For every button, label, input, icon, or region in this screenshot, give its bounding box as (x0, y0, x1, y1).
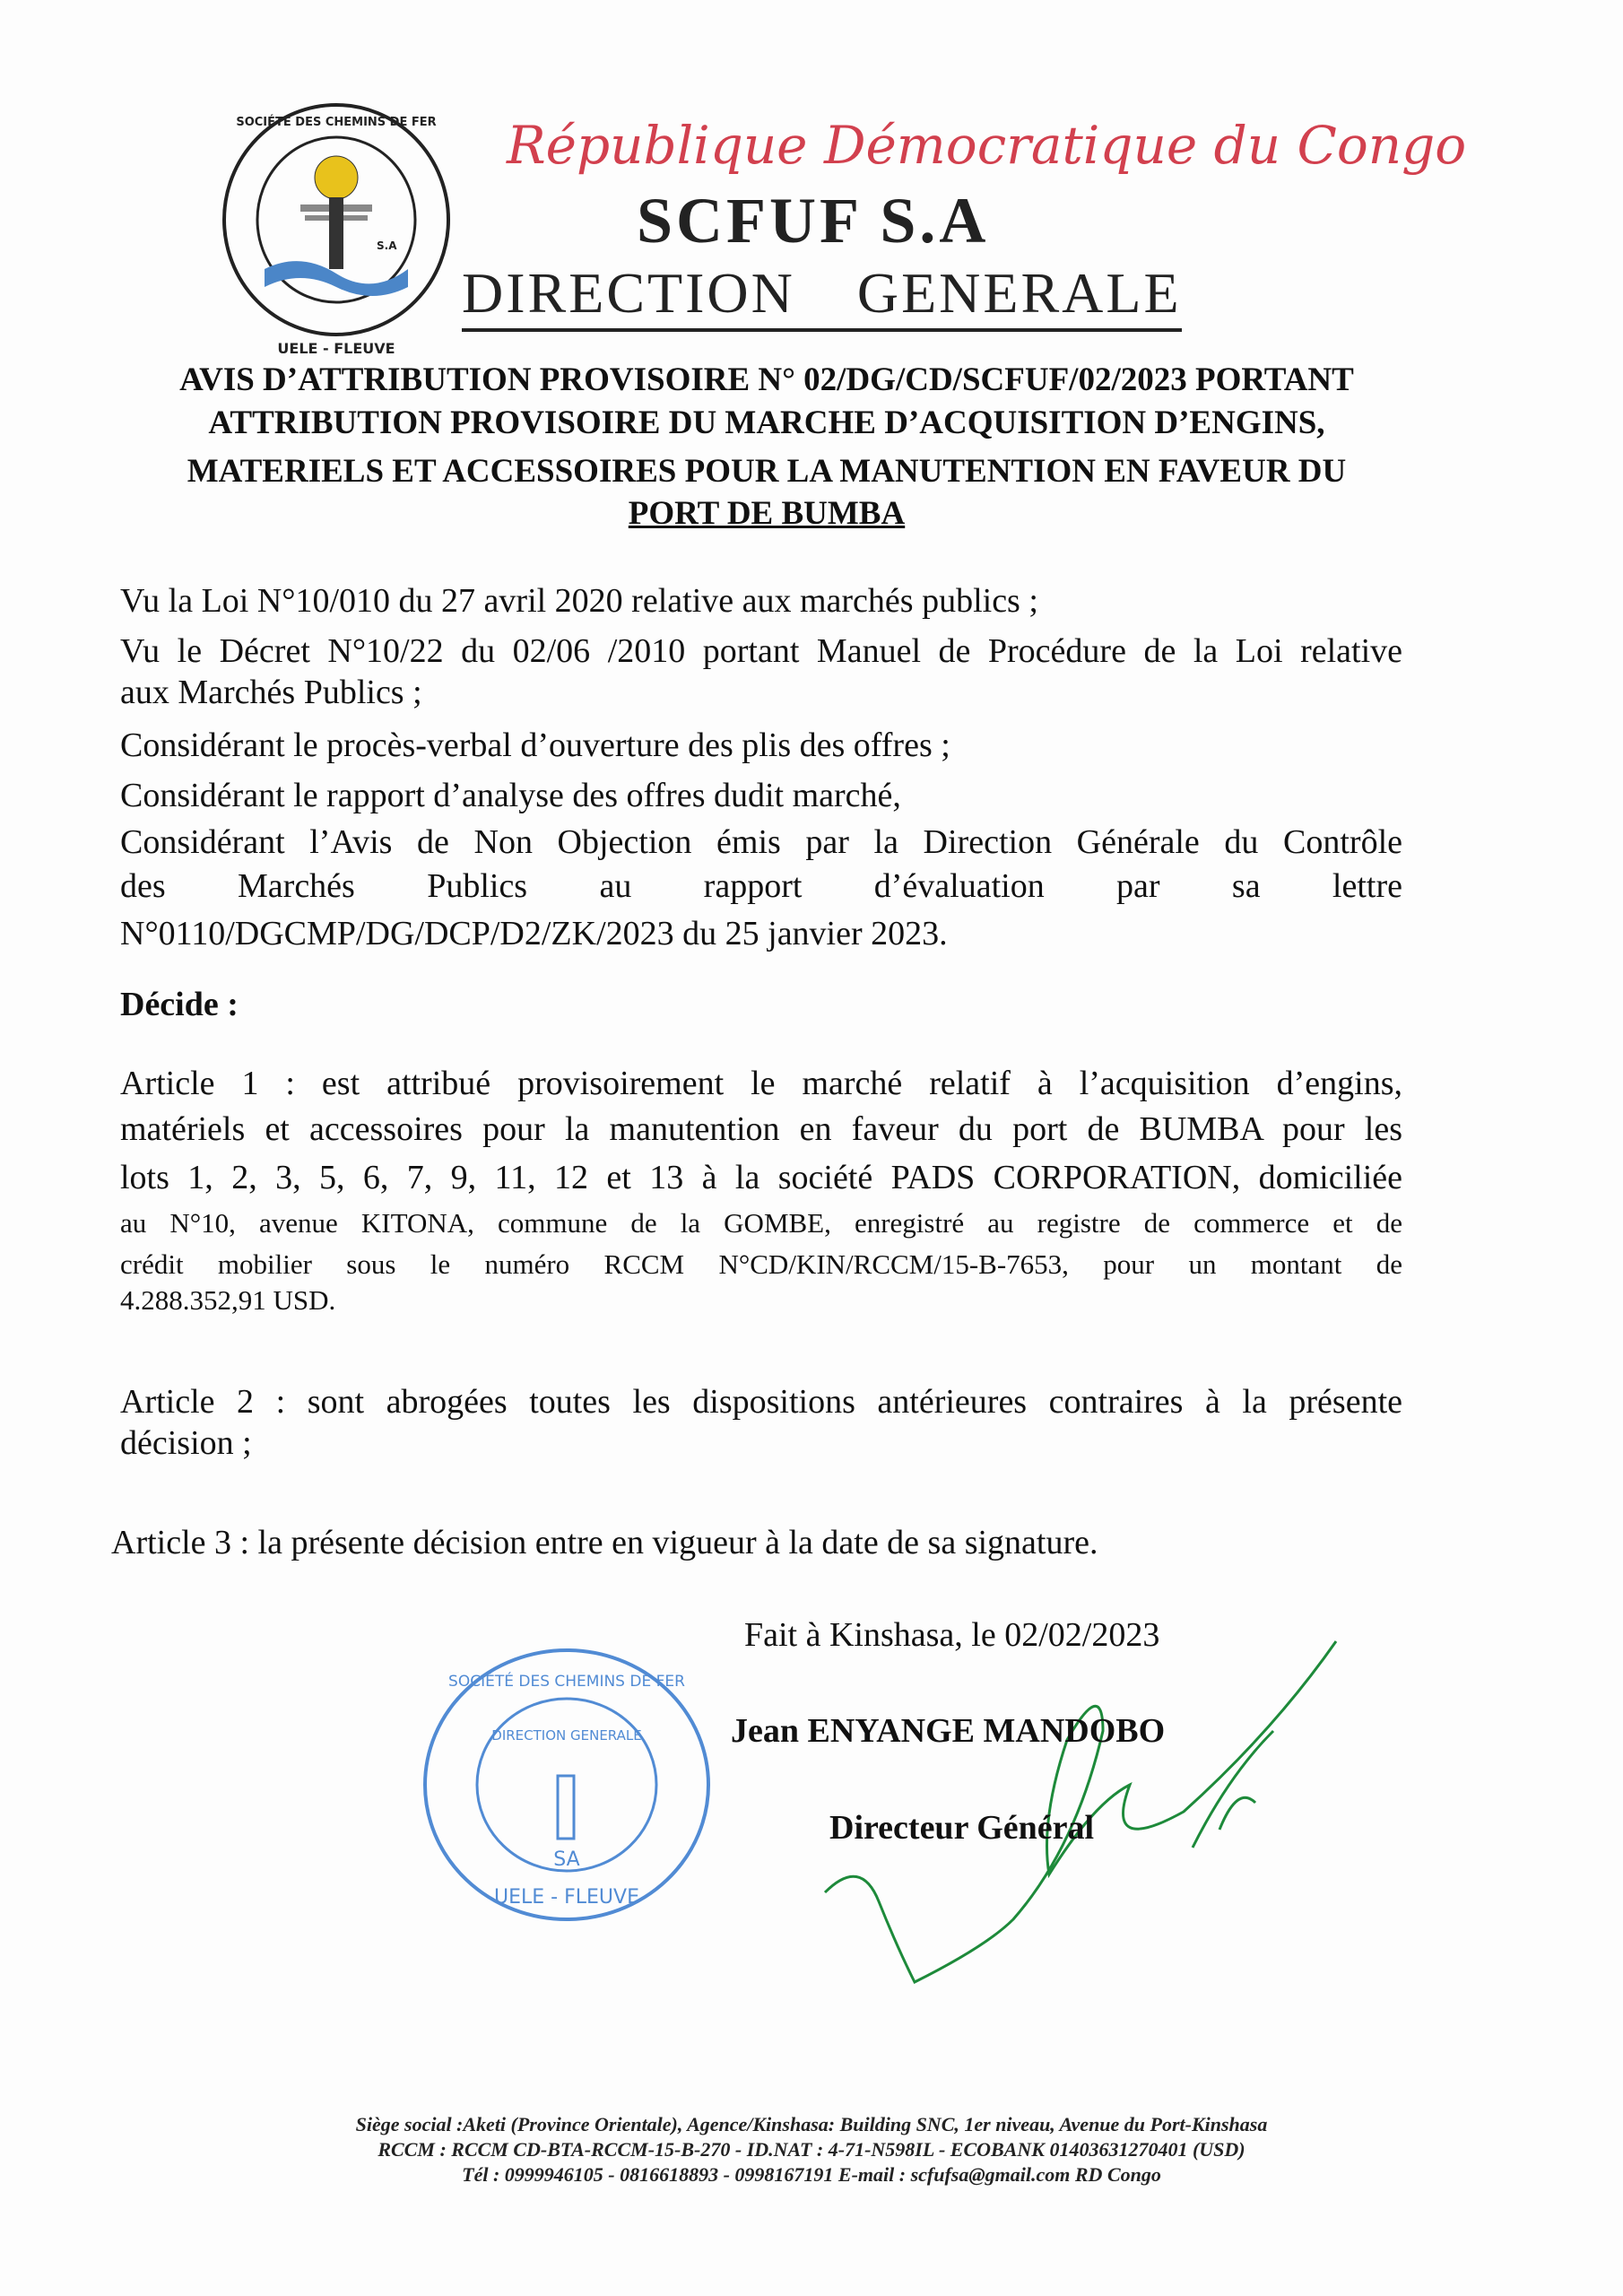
article1-line: 4.288.352,91 USD. (120, 1284, 336, 1316)
article3: Article 3 : la présente décision entre en vigueur à la date de sa signature. (111, 1524, 1098, 1561)
place-date: Fait à Kinshasa, le 02/02/2023 (744, 1616, 1160, 1654)
republic-heading: République Démocratique du Congo (507, 115, 1467, 176)
logo-sa-text: S.A (377, 239, 397, 252)
signatory-role: Directeur Général (829, 1809, 1095, 1847)
title-line: PORT DE BUMBA (628, 495, 906, 532)
preamble-line: Considérant l’Avis de Non Objection émis par la Direction Générale du Contrôle (120, 823, 1402, 861)
footer-line: Tél : 0999946105 - 0816618893 - 0998167191 E-mail : scfufsa@gmail.com RD Congo (462, 2163, 1161, 2186)
preamble-line: Vu le Décret N°10/22 du 02/06 /2010 portant Manuel de Procédure de la Loi relative (120, 632, 1402, 670)
company-logo (215, 99, 457, 359)
preamble-line: Considérant le rapport d’analyse des offres dudit marché, (120, 777, 901, 814)
title-line: ATTRIBUTION PROVISOIRE DU MARCHE D’ACQUISITION D’ENGINS, (208, 404, 1325, 441)
preamble-line: des Marchés Publics au rapport d’évaluation par sa lettre (120, 867, 1402, 905)
article1-line: au N°10, avenue KITONA, commune de la GOMBE, enregistré au registre de commerce et de (120, 1207, 1402, 1239)
company-name: SCFUF S.A (637, 185, 990, 257)
stamp-sa-text: SA (553, 1848, 580, 1871)
article1-line: crédit mobilier sous le numéro RCCM N°CD/KIN/RCCM/15-B-7653, pour un montant de (120, 1248, 1402, 1280)
decide-heading: Décide : (120, 986, 239, 1023)
footer-line: RCCM : RCCM CD-BTA-RCCM-15-B-270 - ID.NAT : 4-71-N598IL - ECOBANK 01403631270401 (USD) (378, 2138, 1245, 2161)
stamp-top-text: SOCIÉTÉ DES CHEMINS DE FER (448, 1673, 685, 1691)
article1-line: Article 1 : est attribué provisoirement le marché relatif à l’acquisition d’engins, (120, 1065, 1402, 1102)
preamble-line: Vu la Loi N°10/010 du 27 avril 2020 relative aux marchés publics ; (120, 582, 1038, 620)
direction-heading: DIRECTION GENERALE (462, 260, 1182, 332)
article1-line: lots 1, 2, 3, 5, 6, 7, 9, 11, 12 et 13 à la société PADS CORPORATION, domiciliée (120, 1159, 1402, 1196)
article2-line: décision ; (120, 1424, 252, 1462)
preamble-line: N°0110/DGCMP/DG/DCP/D2/ZK/2023 du 25 janvier 2023. (120, 915, 948, 952)
stamp-inner-text: DIRECTION GENERALE (491, 1727, 642, 1744)
logo-top-text: SOCIÉTÉ DES CHEMINS DE FER (236, 116, 437, 129)
title-line: AVIS D’ATTRIBUTION PROVISOIRE N° 02/DG/CD/SCFUF/02/2023 PORTANT (179, 361, 1354, 398)
title-line: MATERIELS ET ACCESSOIRES POUR LA MANUTENTION EN FAVEUR DU (187, 453, 1347, 490)
footer-line: Siège social :Aketi (Province Orientale), Agence/Kinshasa: Building SNC, 1er niveau, Avenue du Port-Kinshasa (355, 2113, 1268, 2135)
official-stamp (414, 1641, 719, 1928)
preamble-line: Considérant le procès-verbal d’ouverture des plis des offres ; (120, 726, 950, 764)
signatory-name: Jean ENYANGE MANDOBO (731, 1712, 1166, 1750)
article2-line: Article 2 : sont abrogées toutes les dispositions antérieures contraires à la présente (120, 1383, 1402, 1421)
article1-line: matériels et accessoires pour la manutention en faveur du port de BUMBA pour les (120, 1110, 1402, 1148)
logo-bottom-text: UELE - FLEUVE (277, 340, 395, 357)
preamble-line: aux Marchés Publics ; (120, 674, 422, 711)
stamp-bottom-text: UELE - FLEUVE (494, 1886, 639, 1909)
